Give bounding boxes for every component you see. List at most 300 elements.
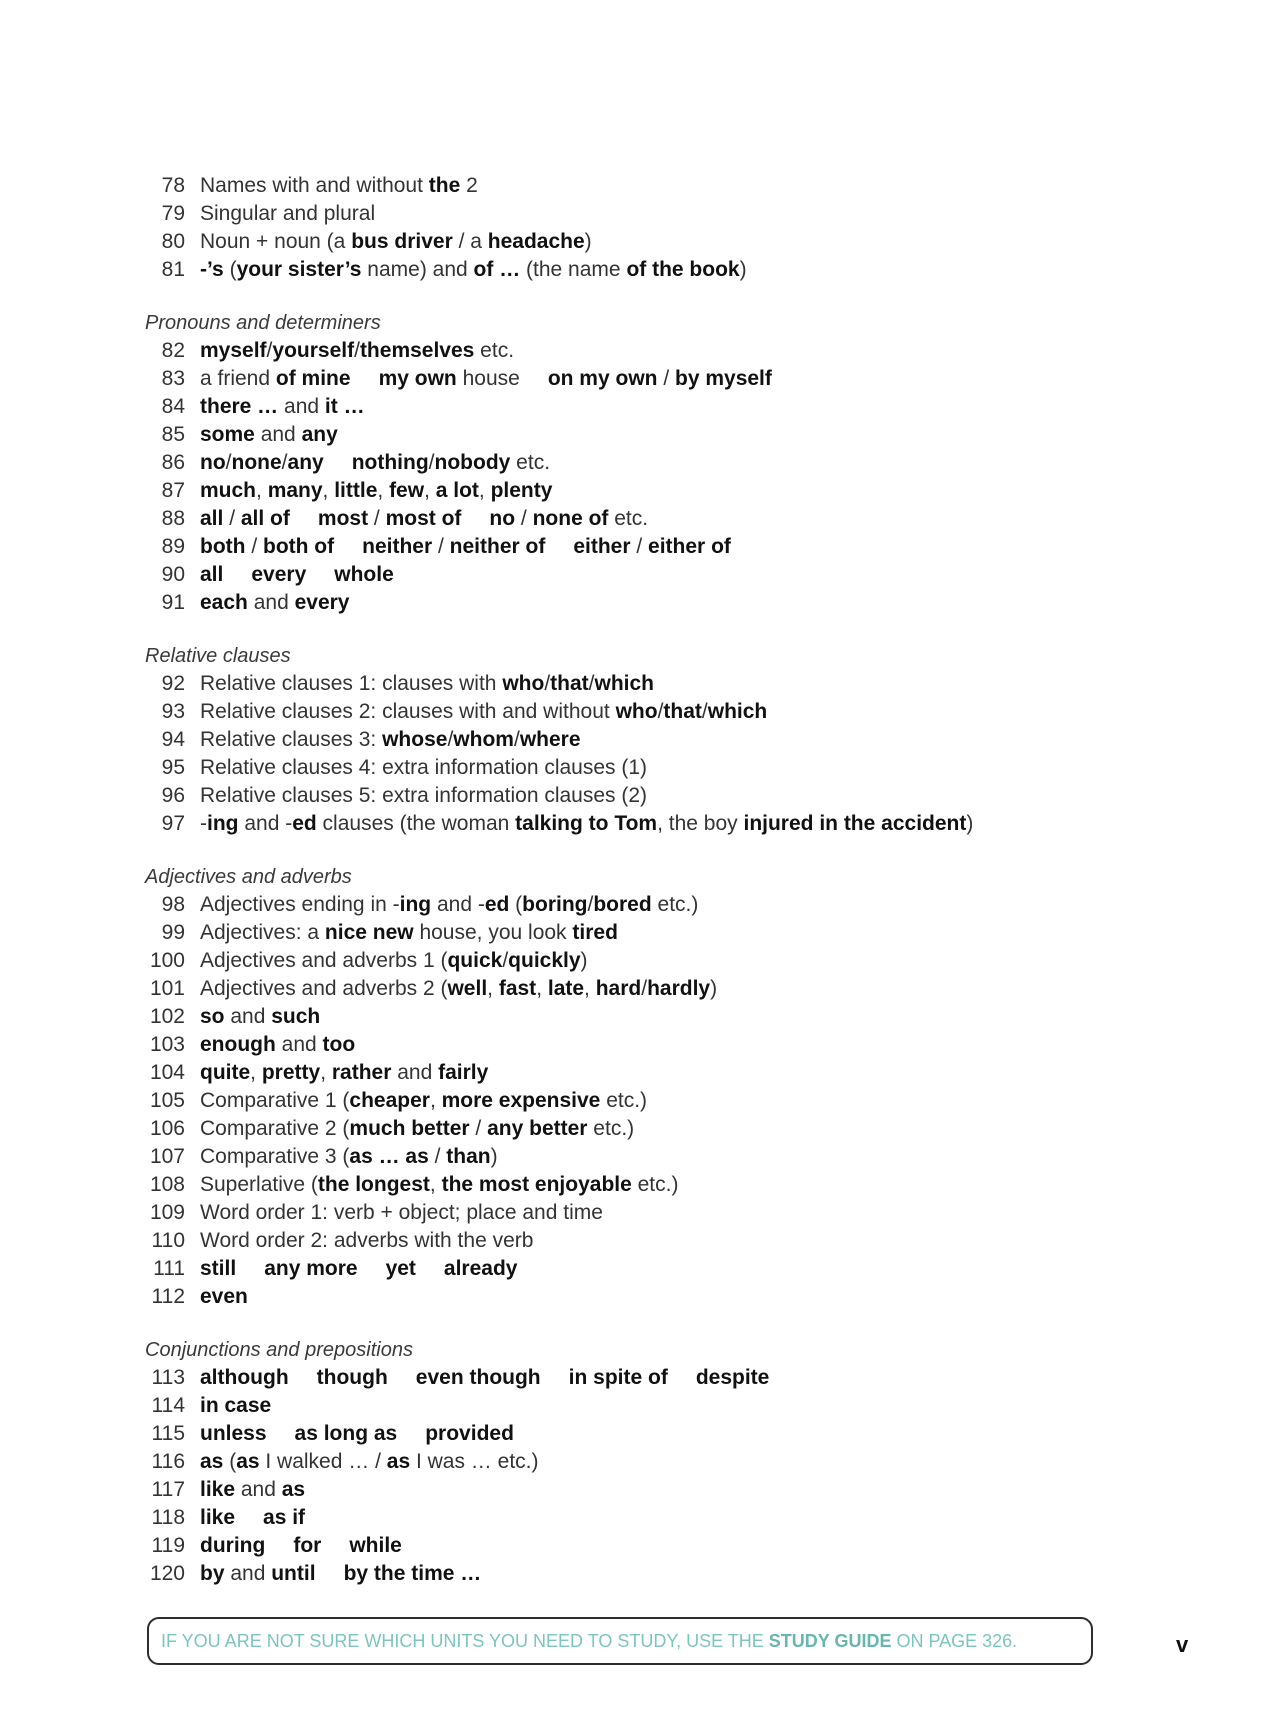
unit-number: 81 (161, 258, 185, 281)
keyword: bus driver (351, 230, 453, 253)
keyword: of mine (275, 367, 351, 390)
keyword: too (322, 1033, 356, 1056)
keyword: ing (399, 893, 432, 916)
unit-number: 104 (149, 1061, 185, 1084)
unit-text: Singular and plural (200, 202, 376, 225)
keyword: headache (487, 230, 585, 253)
unit-number: 102 (149, 1005, 185, 1028)
unit-text: ) (710, 977, 718, 1000)
unit-text: , (320, 1061, 332, 1084)
unit-text: , (536, 977, 548, 1000)
unit-row[interactable] (145, 1227, 1145, 1255)
unit-row[interactable] (145, 1087, 1145, 1115)
unit-row[interactable] (145, 810, 1145, 838)
unit-text: a friend (200, 367, 276, 390)
unit-row[interactable] (145, 1532, 1145, 1560)
keyword: as if (263, 1506, 306, 1529)
keyword: each (200, 591, 248, 614)
unit-number: 109 (149, 1201, 185, 1224)
keyword: whole (334, 563, 394, 586)
keyword: rather (331, 1061, 392, 1084)
unit-row[interactable] (145, 449, 1145, 477)
unit-row[interactable] (145, 1560, 1145, 1588)
unit-number: 114 (151, 1394, 185, 1417)
keyword: it … (324, 395, 365, 418)
unit-number: 107 (149, 1145, 185, 1168)
unit-text: etc.) (631, 1173, 679, 1196)
unit-title (200, 726, 581, 754)
keyword: in case (200, 1394, 272, 1417)
unit-title (200, 810, 973, 838)
unit-text: Noun + noun (a (200, 230, 352, 253)
unit-text: Relative clauses 4: extra information clauses (1) (200, 756, 648, 779)
unit-text: Adjectives and adverbs 1 ( (200, 949, 448, 972)
unit-row[interactable] (145, 670, 1145, 698)
unit-title (200, 1227, 533, 1255)
unit-title (200, 477, 552, 505)
keyword: more expensive (441, 1089, 601, 1112)
keyword: pretty (261, 1061, 321, 1084)
keyword: ed (484, 893, 510, 916)
unit-row[interactable] (145, 365, 1145, 393)
keyword: the longest (317, 1173, 430, 1196)
unit-text: house, you look (413, 921, 573, 944)
keyword: until (271, 1562, 316, 1585)
keyword: in spite of (568, 1366, 668, 1389)
unit-row[interactable] (145, 1059, 1145, 1087)
keyword: which (707, 700, 768, 723)
unit-number: 95 (161, 756, 185, 779)
keyword: as … as (349, 1145, 429, 1168)
keyword: fairly (438, 1061, 489, 1084)
keyword: neither of (449, 535, 546, 558)
keyword: no (200, 451, 226, 474)
unit-number: 112 (151, 1285, 185, 1308)
keyword: nothing (351, 451, 429, 474)
unit-title (200, 256, 747, 284)
keyword: talking to Tom (515, 812, 658, 835)
keyword: neither (362, 535, 433, 558)
keyword: nice new (324, 921, 414, 944)
unit-text: , (322, 479, 335, 502)
unit-title (200, 891, 698, 919)
unit-title (200, 200, 375, 228)
keyword: my own (378, 367, 457, 390)
unit-number: 88 (161, 507, 185, 530)
unit-text: / (657, 367, 675, 390)
unit-text: and - (238, 812, 293, 835)
section-title: Relative clauses (145, 645, 291, 667)
unit-row[interactable] (145, 754, 1145, 782)
keyword: enough (200, 1033, 276, 1056)
unit-text: , (584, 977, 596, 1000)
unit-row[interactable] (145, 1476, 1145, 1504)
section-title: Pronouns and determiners (145, 312, 381, 334)
unit-text: clauses (the woman (316, 812, 516, 835)
unit-text: and (254, 423, 302, 446)
unit-text: ) (580, 949, 588, 972)
note-text-after: ON PAGE 326. (891, 1631, 1018, 1651)
unit-number: 80 (161, 230, 185, 253)
unit-row[interactable] (145, 505, 1145, 533)
unit-text: , (250, 1061, 262, 1084)
keyword: by (200, 1562, 225, 1585)
keyword: cheaper (349, 1089, 430, 1112)
keyword: by myself (675, 367, 772, 390)
unit-text: / (641, 977, 648, 1000)
unit-title (200, 1364, 769, 1392)
unit-row[interactable] (145, 172, 1145, 200)
keyword: few (389, 479, 425, 502)
unit-title (200, 1504, 305, 1532)
keyword: no (489, 507, 516, 530)
unit-text: etc.) (651, 893, 699, 916)
unit-text: / (630, 535, 649, 558)
keyword: quite (200, 1061, 251, 1084)
unit-number: 119 (151, 1534, 185, 1557)
unit-row[interactable] (145, 200, 1145, 228)
keyword: well (447, 977, 488, 1000)
unit-text: ( (223, 258, 237, 281)
unit-number: 105 (149, 1089, 185, 1112)
unit-text: Adjectives ending in - (200, 893, 400, 916)
keyword: as (236, 1450, 260, 1473)
keyword: while (349, 1534, 402, 1557)
keyword: even though (415, 1366, 541, 1389)
unit-row[interactable] (145, 477, 1145, 505)
unit-title (200, 1420, 514, 1448)
unit-text: and (391, 1061, 439, 1084)
unit-text: / a (452, 230, 488, 253)
unit-row[interactable] (145, 561, 1145, 589)
unit-text: etc.) (587, 1117, 635, 1140)
unit-text: / (515, 507, 533, 530)
unit-text: (the name (520, 258, 627, 281)
unit-row[interactable] (145, 228, 1145, 256)
keyword: like (200, 1478, 236, 1501)
unit-row[interactable] (145, 975, 1145, 1003)
keyword: than (446, 1145, 491, 1168)
unit-text: Relative clauses 1: clauses with (200, 672, 503, 695)
unit-text: , (424, 479, 436, 502)
contents-section (145, 642, 1145, 838)
keyword: boring (522, 893, 588, 916)
unit-text: ( (509, 893, 523, 916)
unit-number: 106 (149, 1117, 185, 1140)
unit-text: ) (584, 230, 592, 253)
keyword: already (443, 1257, 518, 1280)
unit-text: / (354, 339, 360, 362)
keyword: which (594, 672, 655, 695)
keyword: all of (240, 507, 290, 530)
keyword: either of (648, 535, 731, 558)
unit-number: 82 (161, 339, 185, 362)
unit-text: and (224, 1562, 272, 1585)
unit-text: / (587, 893, 594, 916)
keyword: as (281, 1478, 306, 1501)
keyword: none (231, 451, 282, 474)
unit-text: / (281, 451, 288, 474)
unit-text: I was … etc.) (410, 1450, 539, 1473)
keyword: quick (447, 949, 503, 972)
unit-row[interactable] (145, 1031, 1145, 1059)
keyword: nobody (434, 451, 511, 474)
keyword: every (294, 591, 350, 614)
unit-number: 101 (149, 977, 185, 1000)
unit-title (200, 670, 654, 698)
unit-text: and (278, 395, 325, 418)
unit-text: etc. (510, 451, 551, 474)
unit-row[interactable] (145, 726, 1145, 754)
keyword: any more (264, 1257, 358, 1280)
unit-title (200, 1199, 603, 1227)
unit-row[interactable] (145, 698, 1145, 726)
keyword: much better (349, 1117, 470, 1140)
note-text-before: IF YOU ARE NOT SURE WHICH UNITS YOU NEED TO STUDY, USE THE (161, 1631, 769, 1651)
unit-number: 120 (149, 1562, 185, 1585)
keyword: injured in the accident (743, 812, 967, 835)
unit-text: - (200, 812, 207, 835)
unit-row[interactable] (145, 256, 1145, 284)
unit-number: 92 (161, 672, 185, 695)
keyword: quickly (508, 949, 581, 972)
unit-text: Adjectives: a (200, 921, 325, 944)
unit-title (200, 421, 338, 449)
unit-row[interactable] (145, 1143, 1145, 1171)
unit-title (200, 228, 592, 256)
unit-row[interactable] (145, 1504, 1145, 1532)
unit-number: 96 (161, 784, 185, 807)
unit-text: I walked … / (259, 1450, 387, 1473)
keyword: unless (200, 1422, 267, 1445)
unit-text: / (266, 339, 273, 362)
unit-title (200, 947, 588, 975)
unit-text: ) (490, 1145, 498, 1168)
unit-number: 87 (161, 479, 185, 502)
keyword: during (200, 1534, 266, 1557)
unit-text: Names with and without (200, 174, 429, 197)
unit-text: name) and (361, 258, 474, 281)
unit-title (200, 1003, 320, 1031)
unit-text: ) (966, 812, 974, 835)
unit-title (200, 1059, 488, 1087)
keyword: whom (453, 728, 514, 751)
keyword: all (200, 507, 224, 530)
unit-title (200, 449, 550, 477)
unit-number: 115 (151, 1422, 185, 1445)
unit-title (200, 919, 618, 947)
unit-row[interactable] (145, 533, 1145, 561)
unit-number: 90 (161, 563, 185, 586)
unit-row[interactable] (145, 337, 1145, 365)
unit-text: / (223, 507, 241, 530)
unit-number: 86 (161, 451, 185, 474)
unit-text: / (513, 728, 520, 751)
unit-title (200, 1115, 634, 1143)
unit-text: / (469, 1117, 488, 1140)
unit-text: / (447, 728, 454, 751)
unit-title (200, 1255, 517, 1283)
unit-number: 85 (161, 423, 185, 446)
unit-text: ( (223, 1450, 237, 1473)
unit-text: / (544, 672, 551, 695)
unit-title (200, 1171, 678, 1199)
keyword: so (200, 1005, 225, 1028)
unit-text: Word order 1: verb + object; place and time (200, 1201, 603, 1224)
unit-row[interactable] (145, 947, 1145, 975)
keyword: little (334, 479, 378, 502)
keyword: your sister’s (236, 258, 362, 281)
unit-number: 117 (151, 1478, 185, 1501)
keyword: there … (200, 395, 279, 418)
unit-text: / (225, 451, 232, 474)
unit-row[interactable] (145, 1392, 1145, 1420)
keyword: though (316, 1366, 388, 1389)
unit-title (200, 754, 647, 782)
unit-row[interactable] (145, 393, 1145, 421)
keyword: for (293, 1534, 322, 1557)
unit-title (200, 172, 478, 200)
unit-text: etc. (474, 339, 515, 362)
keyword: whose (382, 728, 448, 751)
unit-text: , the boy (657, 812, 744, 835)
keyword: a lot (435, 479, 479, 502)
unit-number: 83 (161, 367, 185, 390)
keyword: provided (425, 1422, 514, 1445)
unit-row[interactable] (145, 919, 1145, 947)
keyword: like (200, 1506, 236, 1529)
keyword: as (200, 1450, 224, 1473)
unit-text: Word order 2: adverbs with the verb (200, 1229, 534, 1252)
unit-row[interactable] (145, 1364, 1145, 1392)
keyword: hardly (647, 977, 711, 1000)
unit-row[interactable] (145, 1255, 1145, 1283)
unit-text: / (502, 949, 509, 972)
keyword: the (428, 174, 461, 197)
keyword: the most enjoyable (441, 1173, 632, 1196)
keyword: of … (473, 258, 521, 281)
contents-section (145, 863, 1145, 1311)
study-guide-note (147, 1617, 1093, 1665)
unit-number: 97 (161, 812, 185, 835)
unit-text: house (456, 367, 520, 390)
unit-text: ) (739, 258, 747, 281)
unit-text: Superlative ( (200, 1173, 318, 1196)
keyword: that (550, 672, 589, 695)
unit-title (200, 1448, 538, 1476)
unit-text: Relative clauses 5: extra information clauses (2) (200, 784, 648, 807)
unit-title (200, 1031, 355, 1059)
unit-text: and (247, 591, 295, 614)
unit-text: , (478, 479, 491, 502)
unit-row[interactable] (145, 1171, 1145, 1199)
unit-number: 116 (151, 1450, 185, 1473)
unit-row[interactable] (145, 421, 1145, 449)
unit-text: / (428, 1145, 447, 1168)
unit-row[interactable] (145, 1448, 1145, 1476)
keyword: on my own (547, 367, 658, 390)
unit-number: 93 (161, 700, 185, 723)
unit-number: 99 (161, 921, 185, 944)
keyword: even (200, 1285, 248, 1308)
unit-row[interactable] (145, 1283, 1145, 1311)
unit-title (200, 393, 365, 421)
unit-row[interactable] (145, 589, 1145, 617)
keyword: none of (532, 507, 609, 530)
unit-text: / (657, 700, 664, 723)
keyword: bored (593, 893, 652, 916)
unit-title (200, 505, 648, 533)
unit-row[interactable] (145, 1420, 1145, 1448)
unit-row[interactable] (145, 782, 1145, 810)
keyword: themselves (359, 339, 475, 362)
unit-number: 84 (161, 395, 185, 418)
unit-row[interactable] (145, 1199, 1145, 1227)
unit-text: Relative clauses 2: clauses with and without (200, 700, 616, 723)
unit-text: etc. (608, 507, 649, 530)
keyword: as (386, 1450, 411, 1473)
keyword: both (200, 535, 246, 558)
unit-row[interactable] (145, 1115, 1145, 1143)
keyword: of the book (626, 258, 740, 281)
unit-title (200, 533, 731, 561)
unit-text: , (377, 479, 390, 502)
contents-section (145, 1336, 1145, 1588)
keyword: most (317, 507, 369, 530)
unit-text: 2 (460, 174, 478, 197)
unit-title (200, 1476, 305, 1504)
keyword: where (519, 728, 581, 751)
unit-text: Comparative 3 ( (200, 1145, 350, 1168)
unit-title (200, 782, 647, 810)
unit-text: , (429, 1089, 442, 1112)
contents-section (145, 309, 1145, 617)
unit-number: 98 (161, 893, 185, 916)
keyword: as long as (294, 1422, 398, 1445)
keyword: any (301, 423, 338, 446)
keyword: many (267, 479, 323, 502)
unit-number: 78 (161, 174, 185, 197)
keyword: every (251, 563, 307, 586)
unit-title (200, 1283, 248, 1311)
study-guide-link-text: STUDY GUIDE (768, 1631, 892, 1651)
unit-row[interactable] (145, 891, 1145, 919)
unit-row[interactable] (145, 1003, 1145, 1031)
unit-number: 113 (151, 1366, 185, 1389)
unit-text: , (487, 977, 499, 1000)
unit-number: 110 (151, 1229, 185, 1252)
unit-text: / (588, 672, 595, 695)
unit-number: 108 (149, 1173, 185, 1196)
unit-number: 91 (161, 591, 185, 614)
keyword: hard (595, 977, 642, 1000)
unit-title (200, 975, 717, 1003)
keyword: much (200, 479, 257, 502)
unit-text: / (245, 535, 263, 558)
keyword: that (663, 700, 702, 723)
keyword: who (502, 672, 545, 695)
keyword: -’s (200, 258, 224, 281)
unit-text: Comparative 2 ( (200, 1117, 350, 1140)
unit-number: 79 (161, 202, 185, 225)
keyword: despite (695, 1366, 770, 1389)
section-title: Conjunctions and prepositions (145, 1339, 413, 1361)
unit-title (200, 1532, 402, 1560)
unit-text: and (275, 1033, 323, 1056)
unit-number: 94 (161, 728, 185, 751)
unit-title (200, 561, 394, 589)
unit-title (200, 1392, 271, 1420)
